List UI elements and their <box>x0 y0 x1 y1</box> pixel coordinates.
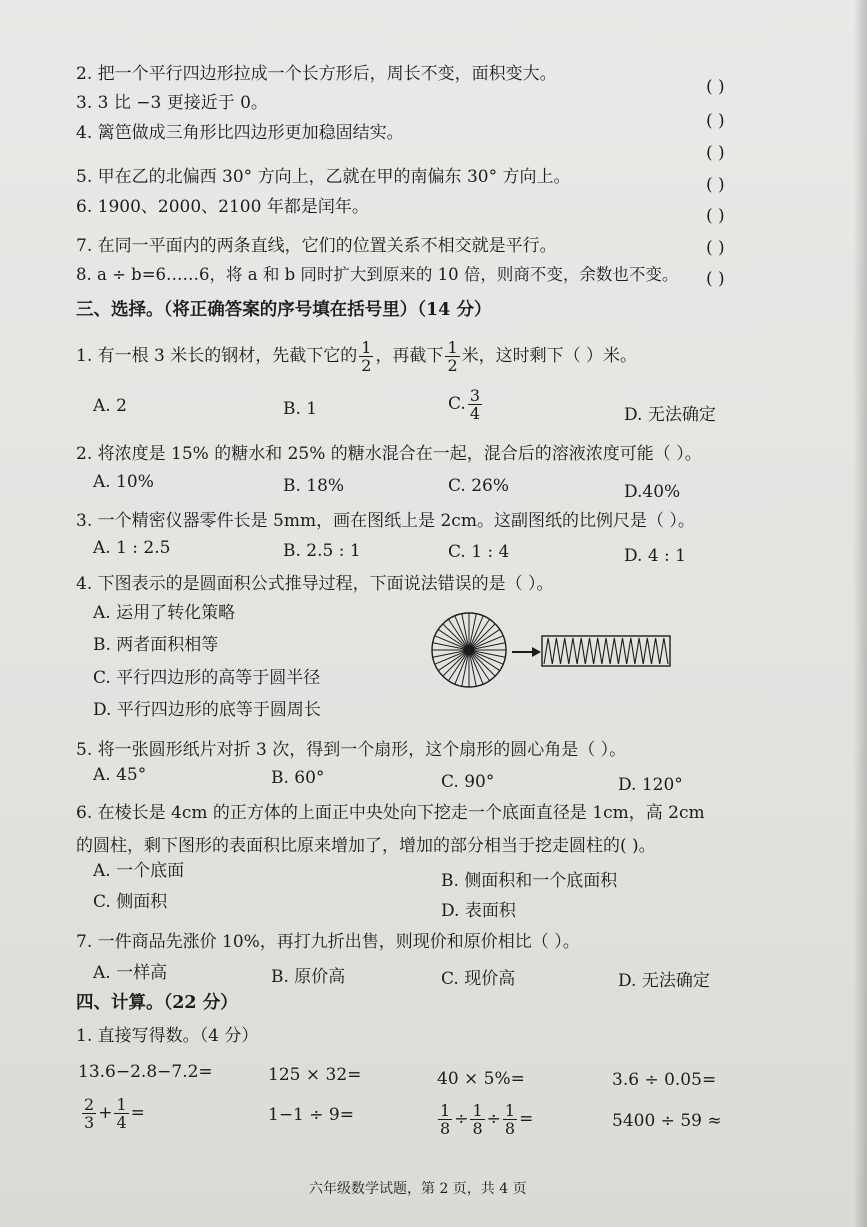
q3-7-stem: 7. 一件商品先涨价 10%，再打九折出售，则现价和原价相比（ ）。 <box>76 932 580 952</box>
q3-2-option-d: D.40% <box>624 482 681 502</box>
fraction-half-1: $\frac{1}{2}$ <box>361 338 372 375</box>
q3-2-option-a: A. 10% <box>93 472 154 492</box>
calc-1-3: 40 × 5%= <box>437 1069 525 1089</box>
q3-3-option-b: B. 2.5 : 1 <box>283 541 361 561</box>
calc-1-2: 125 × 32= <box>268 1065 362 1085</box>
judge-paren-2[interactable]: ( ) <box>706 77 725 97</box>
q3-1-option-b: B. 1 <box>283 399 318 419</box>
approx-parallelogram <box>542 636 670 666</box>
circle-area-derivation-figure <box>430 610 680 688</box>
judge-paren-7[interactable]: ( ) <box>706 238 725 258</box>
q3-4-option-b: B. 两者面积相等 <box>93 635 219 655</box>
section-3-title: 三、选择。（将正确答案的序号填在括号里）（14 分） <box>76 300 492 320</box>
q3-5-option-d: D. 120° <box>618 775 683 795</box>
q3-4-option-d: D. 平行四边形的底等于圆周长 <box>93 700 321 720</box>
calc-1-1: 13.6−2.8−7.2= <box>78 1062 213 1082</box>
judge-paren-5[interactable]: ( ) <box>706 175 725 195</box>
q3-3-option-a: A. 1 : 2.5 <box>93 538 171 558</box>
judge-paren-8[interactable]: ( ) <box>706 269 725 289</box>
q3-2-stem: 2. 将浓度是 15% 的糖水和 25% 的糖水混合在一起，混合后的溶液浓度可能（ ）。 <box>76 444 702 464</box>
q3-5-stem: 5. 将一张圆形纸片对折 3 次，得到一个扇形，这个扇形的圆心角是（ ）。 <box>76 740 627 760</box>
q3-5-option-c: C. 90° <box>441 772 495 792</box>
calc-1-4: 3.6 ÷ 0.05= <box>612 1070 717 1090</box>
page-edge-shadow <box>853 0 867 1227</box>
judge-paren-3[interactable]: ( ) <box>706 111 725 131</box>
q3-6-stem-line1: 6. 在棱长是 4cm 的正方体的上面正中央处向下挖走一个底面直径是 1cm，高 2cm <box>76 803 705 823</box>
judge-paren-4[interactable]: ( ) <box>706 143 725 163</box>
q3-7-option-c: C. 现价高 <box>441 969 516 989</box>
fraction-three-quarters: $\frac{3}{4}$ <box>469 386 480 423</box>
q3-4-option-a: A. 运用了转化策略 <box>93 603 236 623</box>
q3-3-option-c: C. 1 : 4 <box>448 542 510 562</box>
judge-item-3: 3. 3 比 −3 更接近于 0。 <box>76 93 268 113</box>
judge-paren-6[interactable]: ( ) <box>706 206 725 226</box>
arrow-right-icon <box>512 647 541 657</box>
q3-6-option-b: B. 侧面积和一个底面积 <box>441 871 618 891</box>
q3-1-option-d: D. 无法确定 <box>624 405 716 425</box>
q3-2-option-b: B. 18% <box>283 476 345 496</box>
fraction-half-2: $\frac{1}{2}$ <box>447 338 458 375</box>
q3-6-option-d: D. 表面积 <box>441 901 516 921</box>
calc-1-7: $\frac{1}{8}$ ÷ $\frac{1}{8}$ ÷ $\frac{1}{8}$ = <box>440 1101 534 1138</box>
q3-3-option-d: D. 4 : 1 <box>624 546 686 566</box>
judge-item-8: 8. a ÷ b=6……6，将 a 和 b 同时扩大到原来的 10 倍，则商不变，余数也不变。 <box>76 265 679 284</box>
q3-1-option-c: C. $\frac{3}{4}$ <box>448 386 480 423</box>
q3-5-option-b: B. 60° <box>271 768 325 788</box>
q3-1-option-a: A. 2 <box>93 396 127 416</box>
sliced-circle <box>432 613 506 687</box>
q3-6-option-a: A. 一个底面 <box>93 861 185 881</box>
q3-7-option-b: B. 原价高 <box>271 967 346 987</box>
q3-2-option-c: C. 26% <box>448 476 509 496</box>
q3-3-stem: 3. 一个精密仪器零件长是 5mm，画在图纸上是 2cm。这副图纸的比例尺是（ ）。 <box>76 511 695 531</box>
q3-5-option-a: A. 45° <box>93 765 147 785</box>
q3-4-stem: 4. 下图表示的是圆面积公式推导过程，下面说法错误的是（ ）。 <box>76 574 554 594</box>
judge-item-4: 4. 篱笆做成三角形比四边形更加稳固结实。 <box>76 123 404 143</box>
judge-item-6: 6. 1900、2000、2100 年都是闰年。 <box>76 197 369 217</box>
judge-item-7: 7. 在同一平面内的两条直线，它们的位置关系不相交就是平行。 <box>76 236 557 256</box>
judge-item-2: 2. 把一个平行四边形拉成一个长方形后，周长不变，面积变大。 <box>76 64 557 84</box>
calc-1-8: 5400 ÷ 59 ≈ <box>612 1111 722 1131</box>
q3-1-stem: 1. 有一根 3 米长的钢材，先截下它的 $\frac{1}{2}$ ，再截下 $\frac{1}{2}$ 米，这时剩下（ ）米。 <box>76 338 638 375</box>
calc-1-5: $\frac{2}{3}$ + $\frac{1}{4}$ = <box>84 1095 145 1132</box>
q3-7-option-a: A. 一样高 <box>93 963 168 983</box>
q3-4-option-c: C. 平行四边形的高等于圆半径 <box>93 668 321 688</box>
page-footer: 六年级数学试题，第 2 页，共 4 页 <box>309 1181 527 1197</box>
calc-1-6: 1−1 ÷ 9= <box>268 1105 354 1125</box>
section-4-title: 四、计算。（22 分） <box>76 993 238 1013</box>
q3-6-option-c: C. 侧面积 <box>93 892 168 912</box>
q3-6-stem-line2: 的圆柱，剩下图形的表面积比原来增加了，增加的部分相当于挖走圆柱的( )。 <box>76 836 656 856</box>
judge-item-5: 5. 甲在乙的北偏西 30° 方向上，乙就在甲的南偏东 30° 方向上。 <box>76 167 571 187</box>
q3-7-option-d: D. 无法确定 <box>618 971 710 991</box>
calc-sub-1-title: 1. 直接写得数。（4 分） <box>76 1026 259 1046</box>
